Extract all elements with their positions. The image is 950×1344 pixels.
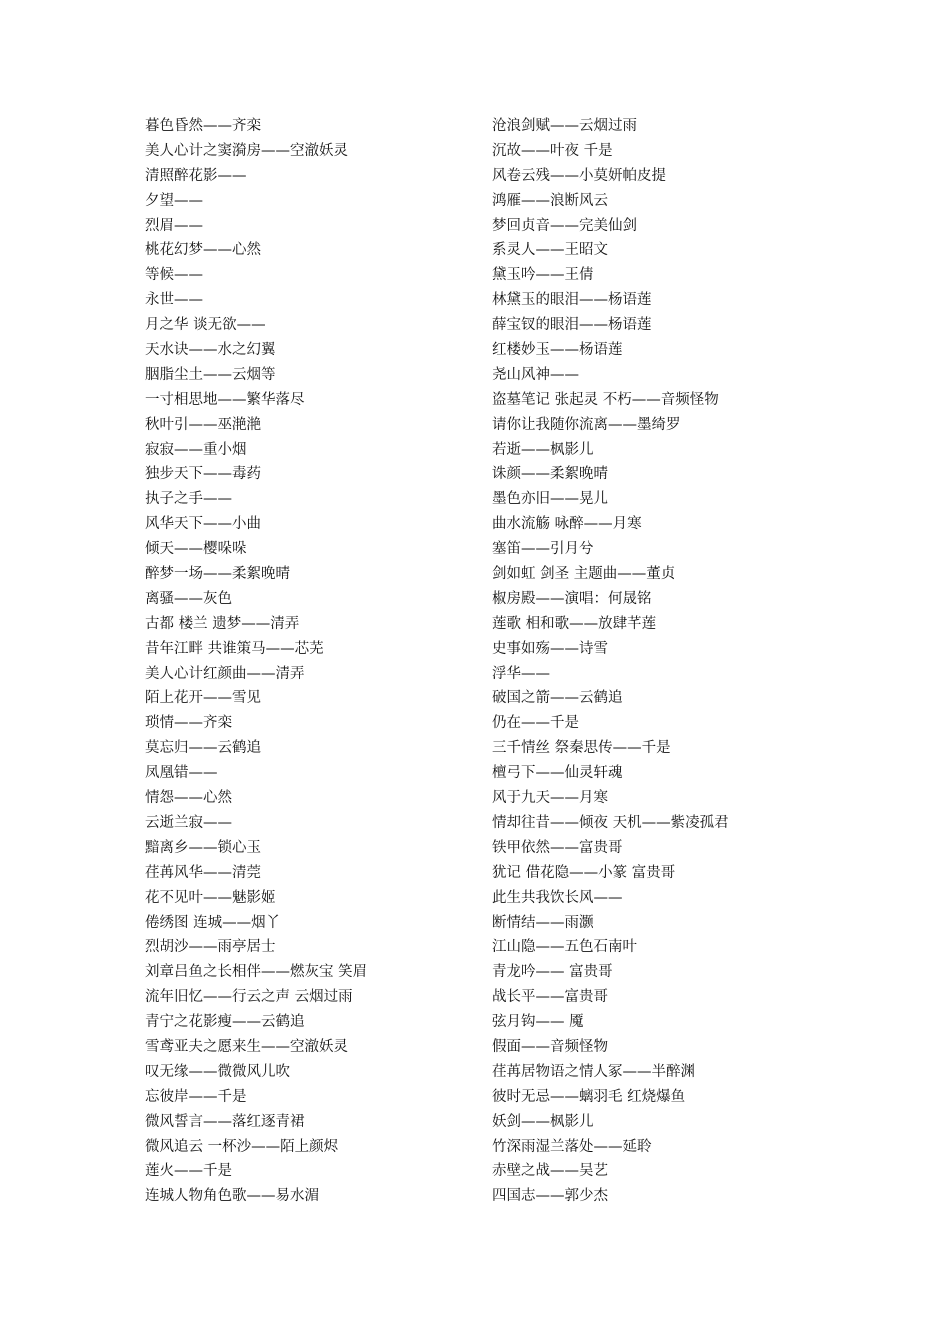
song-entry: 风于九天——月寒: [492, 790, 608, 807]
song-entry: 微风誓言——落红逐青裙: [145, 1113, 305, 1130]
song-entry: 荏苒居物语之情人冢——半醉渊: [492, 1063, 695, 1080]
song-entry: 椒房殿——演唱：何晟铭: [492, 590, 652, 607]
song-entry: 青宁之花影瘦——云鹤追: [145, 1014, 305, 1031]
song-entry: 醉梦一场——柔絮晚晴: [145, 566, 290, 583]
song-entry: 暮色昏然——齐栾: [145, 118, 261, 134]
song-entry: 美人心计红颜曲——清弄: [145, 665, 305, 682]
song-entry: 荏苒风华——清莞: [145, 864, 261, 881]
song-entry: 梦回贞音——完美仙剑: [492, 217, 637, 234]
song-entry: 沧浪剑赋——云烟过雨: [492, 118, 637, 134]
song-entry: 诛颜——柔絮晚晴: [492, 466, 608, 483]
song-entry: 忘彼岸——千是: [145, 1088, 247, 1105]
song-entry: 黛玉吟——王倩: [492, 267, 594, 284]
song-entry: 凤凰错——: [145, 765, 218, 782]
song-entry: 塞笛——引月兮: [492, 541, 594, 558]
song-entry: 流年旧忆——行云之声 云烟过雨: [145, 989, 353, 1006]
song-entry: 莲歌 相和歌——放肆芊莲: [492, 615, 657, 632]
song-entry: 执子之手——: [145, 491, 232, 508]
song-entry: 犹记 借花隐——小篆 富贵哥: [492, 864, 676, 881]
song-entry: 莲火——千是: [145, 1163, 232, 1180]
song-entry: 请你让我随你流离——墨绮罗: [492, 416, 681, 433]
song-entry: 江山隐——五色石南叶: [492, 939, 637, 956]
song-entry: 花不见叶——魅影姬: [145, 889, 276, 906]
song-entry: 彼时无忌——螭羽毛 红烧爆鱼: [492, 1088, 686, 1105]
song-entry: 月之华 谈无欲——: [145, 317, 266, 334]
song-entry: 妖剑——枫影儿: [492, 1113, 594, 1130]
song-entry: 薛宝钗的眼泪——杨语莲: [492, 317, 652, 334]
song-entry: 假面——音频怪物: [492, 1038, 608, 1055]
left-column: [145, 114, 465, 1209]
song-entry: 系灵人——王昭文: [492, 242, 608, 259]
song-entry: 风卷云残——小莫妍帕皮提: [492, 167, 666, 184]
song-entry: 红楼妙玉——杨语莲: [492, 342, 623, 359]
song-entry: 连城人物角色歌——易水湄: [145, 1188, 319, 1205]
song-entry: 沉故——叶夜 千是: [492, 142, 613, 159]
song-entry: 倾天——樱哚哚: [145, 541, 247, 558]
song-entry: 夕望——: [145, 192, 203, 209]
song-entry: 竹深雨湿兰落处——延聆: [492, 1138, 652, 1155]
song-entry: 林黛玉的眼泪——杨语莲: [492, 292, 652, 309]
song-entry: 青龙吟—— 富贵哥: [492, 964, 613, 981]
song-entry: 黯离乡——锁心玉: [145, 839, 261, 856]
song-entry: 等候——: [145, 267, 203, 284]
song-entry: 烈胡沙——雨亭居士: [145, 939, 276, 956]
song-entry: 史事如殇——诗雪: [492, 640, 608, 657]
song-entry: 赤壁之战——吴艺: [492, 1163, 608, 1180]
song-entry: 寂寂——重小烟: [145, 441, 247, 458]
song-entry: 鸿雁——浪断风云: [492, 192, 608, 209]
song-entry: 四国志——郭少杰: [492, 1188, 608, 1205]
song-entry: 弦月钩—— 魇: [492, 1014, 584, 1031]
song-entry: 桃花幻梦——心然: [145, 242, 261, 259]
song-entry: 胭脂尘土——云烟等: [145, 366, 276, 383]
song-entry: 天水诀——水之幻翼: [145, 342, 276, 359]
song-entry: 断情结——雨灏: [492, 914, 594, 931]
song-entry: 莫忘归——云鹤追: [145, 740, 261, 757]
song-entry: 情怨——心然: [145, 790, 232, 807]
song-entry: 云逝兰寂——: [145, 814, 232, 831]
song-entry: 铁甲依然——富贵哥: [492, 839, 623, 856]
song-entry: 琐情——齐栾: [145, 715, 232, 732]
song-entry: 离骚——灰色: [145, 590, 232, 607]
song-entry: 美人心计之窦漪房——空澈妖灵: [145, 142, 348, 159]
song-entry: 仍在——千是: [492, 715, 579, 732]
song-entry: 檀弓下——仙灵轩魂: [492, 765, 623, 782]
song-entry: 剑如虹 剑圣 主题曲——董贞: [492, 566, 676, 583]
song-entry: 浮华——: [492, 665, 550, 682]
song-entry: 战长平——富贵哥: [492, 989, 608, 1006]
song-entry: 秋叶引——巫滟滟: [145, 416, 261, 433]
song-entry: 雪鸢亚夫之愿来生——空澈妖灵: [145, 1038, 348, 1055]
song-entry: 三千情丝 祭秦思传——千是: [492, 740, 671, 757]
song-entry: 曲水流觞 咏醉——月寒: [492, 516, 642, 533]
song-entry: 墨色亦旧——晃儿: [492, 491, 608, 508]
song-entry: 风华天下——小曲: [145, 516, 261, 533]
song-entry: 叹无缘——微微风儿吹: [145, 1063, 290, 1080]
song-entry: 独步天下——毒药: [145, 466, 261, 483]
song-entry: 情却往昔——倾夜 天机——紫凌孤君: [492, 814, 729, 831]
song-entry: 永世——: [145, 292, 203, 309]
song-entry: 古都 楼兰 遗梦——清弄: [145, 615, 300, 632]
right-column: [492, 114, 852, 1209]
song-entry: 清照醉花影——: [145, 167, 247, 184]
song-entry: 盗墓笔记 张起灵 不朽——音频怪物: [492, 391, 719, 408]
song-entry: 一寸相思地——繁华落尽: [145, 391, 305, 408]
song-entry: 刘章吕鱼之长相伴——燃灰宝 笑眉: [145, 964, 368, 981]
song-entry: 倦绣图 连城——烟丫: [145, 914, 281, 931]
song-entry: 若逝——枫影儿: [492, 441, 594, 458]
song-entry: 尧山风神——: [492, 366, 579, 383]
song-entry: 昔年江畔 共谁策马——芯芜: [145, 640, 324, 657]
song-entry: 此生共我饮长风——: [492, 889, 623, 906]
song-entry: 烈眉——: [145, 217, 203, 234]
song-entry: 破国之箭——云鹤追: [492, 690, 623, 707]
song-entry: 陌上花开——雪见: [145, 690, 261, 707]
song-entry: 微风追云 一杯沙——陌上颜烬: [145, 1138, 339, 1155]
